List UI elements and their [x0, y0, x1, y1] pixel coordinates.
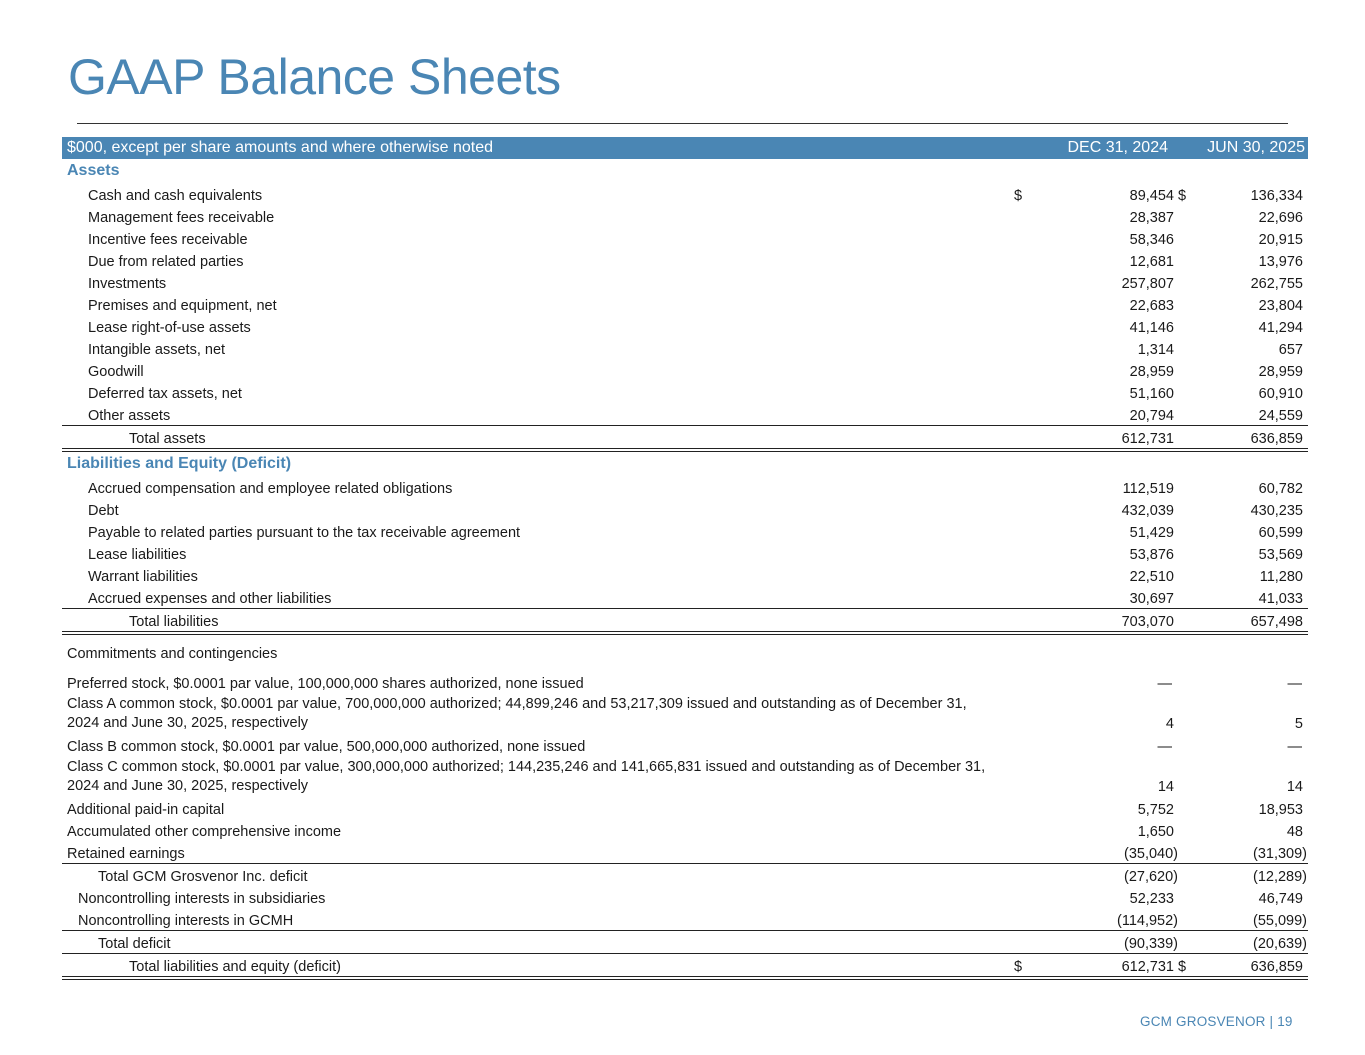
total-liabilities-equity-row: Total liabilities and equity (deficit) $ 612,731 $ 636,859: [62, 954, 1308, 979]
table-row: Management fees receivable 28,387 22,696: [88, 210, 1303, 226]
table-row: Preferred stock, $0.0001 par value, 100,000,000 shares authorized, none issued — —: [67, 676, 1302, 692]
section-heading-liabilities: Liabilities and Equity (Deficit): [67, 455, 292, 472]
table-row: Goodwill 28,959 28,959: [88, 364, 1303, 380]
table-row: Warrant liabilities 22,510 11,280: [88, 569, 1303, 585]
header-col-jun-2025: JUN 30, 2025: [1192, 137, 1308, 159]
table-row: Cash and cash equivalents $ 89,454 $ 136,334: [88, 188, 1303, 204]
table-row: Lease right-of-use assets 41,146 41,294: [88, 320, 1303, 336]
table-row: Lease liabilities 53,876 53,569: [88, 547, 1303, 563]
table-row: Accrued expenses and other liabilities 30,697 41,033: [88, 591, 1303, 607]
title-divider: [77, 123, 1288, 124]
table-row: Additional paid-in capital 5,752 18,953: [67, 802, 1303, 818]
balance-sheet-table: [62, 137, 1308, 980]
table-row: Incentive fees receivable 58,346 20,915: [88, 232, 1303, 248]
total-assets-row: Total assets 612,731 636,859: [62, 426, 1308, 451]
commitments-row: Commitments and contingencies: [67, 646, 278, 662]
table-row: Debt 432,039 430,235: [88, 503, 1303, 519]
table-row: Payable to related parties pursuant to the tax receivable agreement 51,429 60,599: [88, 525, 1303, 541]
total-deficit-row: Total deficit (90,339) (20,639): [62, 931, 1308, 954]
section-heading-assets: Assets: [67, 162, 120, 179]
table-row: Other assets 20,794 24,559: [88, 408, 1303, 424]
table-row: Class A common stock, $0.0001 par value, 700,000,000 authorized; 44,899,246 and 53,217,309 issued and outstanding as of December 31, 2024 and June 30, 2025, respectively 4 5: [67, 696, 1303, 732]
header-col-dec-2024: DEC 31, 2024: [1034, 137, 1178, 159]
table-row: Accumulated other comprehensive income 1,650 48: [67, 824, 1303, 840]
total-gcm-deficit-row: Total GCM Grosvenor Inc. deficit (27,620) (12,289): [62, 864, 1308, 887]
table-row: Accrued compensation and employee related obligations 112,519 60,782: [88, 481, 1303, 497]
table-row: Intangible assets, net 1,314 657: [88, 342, 1303, 358]
page-title: GAAP Balance Sheets: [68, 49, 561, 105]
table-row: Deferred tax assets, net 51,160 60,910: [88, 386, 1303, 402]
table-row: Noncontrolling interests in subsidiaries 52,233 46,749: [78, 891, 1303, 907]
table-row: Due from related parties 12,681 13,976: [88, 254, 1303, 270]
table-row: Class B common stock, $0.0001 par value, 500,000,000 authorized, none issued — —: [67, 739, 1302, 755]
table-row: Retained earnings (35,040) (31,309): [67, 846, 1307, 862]
table-header-row: [62, 137, 1308, 159]
page-footer: GCM GROSVENOR | 19: [1140, 1014, 1293, 1029]
table-row: Investments 257,807 262,755: [88, 276, 1303, 292]
table-row: Noncontrolling interests in GCMH (114,952) (55,099): [78, 913, 1307, 929]
total-liabilities-row: Total liabilities 703,070 657,498: [62, 609, 1308, 634]
table-row: Class C common stock, $0.0001 par value, 300,000,000 authorized; 144,235,246 and 141,665,831 issued and outstanding as of December 31, 2024 and June 30, 2025, respectively 14 14: [67, 759, 1303, 795]
header-units-label: $000, except per share amounts and where otherwise noted: [62, 137, 1014, 159]
table-row: Premises and equipment, net 22,683 23,804: [88, 298, 1303, 314]
